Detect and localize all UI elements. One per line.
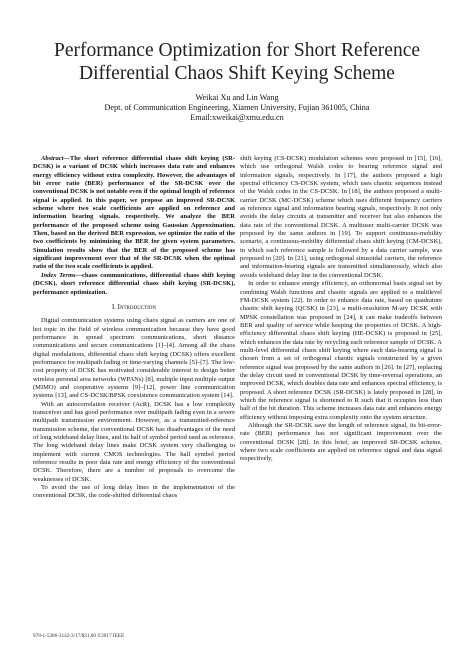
section-heading-introduction: I. Introduction bbox=[111, 303, 157, 311]
abstract bbox=[33, 155, 235, 272]
body-paragraph: To avoid the use of long delay lines in the implementation of the conventional DCSK, the code-shifted differential chaos bbox=[33, 484, 235, 500]
right-column bbox=[240, 155, 442, 464]
body-paragraph: Although the SR-DCSK save the length of reference signal, its bit-error-rate (BER) performance has not significant improvement over the conventional DCSK [28]. In this brief, an improved SR-DCSK scheme, where two scale coefficients are applied on reference signal and data signal respectively, bbox=[240, 422, 442, 463]
index-terms-label: Index Terms bbox=[41, 271, 76, 279]
body-paragraph: In order to enhance energy efficiency, an orthonormal basis signal set by combining Walsh functions and chaotic signals are applied to a multilevel FM-DCSK system [22]. In order to enhance data rate, based on quadrature chaotic shift keying (QCSK) in [23], a multi-resolution M-ary DCSK with MPSK constellation was proposed in [24], it can make tradeoffs between BER and quality of service while keeping the properties of DCSK. A high-efficiency differential chaos shift keying (HE-DCSK) is proposed in [25], which enhances the data rate by recycling each reference sample of DCSK. A multi-level differential chaos shift keying where each data-bearing signal is chosen from a set of orthogonal chaotic signals constructed by a given reference signal was proposed by the same authors in [26]. In [27], replacing the delay circuit used in conventional DCSK by time-reversal operations, an improved DCSK, which doubles data rate and enhances spectral efficiency, is proposed. A short reference DCSK (SR-DCSK) is lately proposed in [28], in which the reference signal is shortened to R such that it occupies less than half of the bit duration. This scheme increases data rate and enhances energy efficiency without imposing extra complexity onto the system structure. bbox=[240, 280, 442, 421]
author-block bbox=[20, 93, 454, 123]
abstract-label: Abstract bbox=[41, 155, 64, 162]
author-email: Email:xweikai@xmu.edu.cn bbox=[190, 113, 284, 122]
abstract-text: —The short reference differential chaos shift keying (SR-DCSK) is a variant of DCSK which increases data rate and enhances energy efficiency without extra complexity. However, the advantages of bit error ratio (BER) performance of the SR-DCSK over the conventional DCSK is not notable even if the optimal length of reference signal is applied. In this paper, we propose an improved SR-DCSK scheme where two scale coefficients are applied on reference and information bearing signals, respectively. We analyze the BER performance of the proposed scheme using Gaussian Approximation. Then, based on the derived BER expression, we optimize the ratio of the two coefficients by minimizing the BER for given system parameters. Simulation results show that the BER of the proposed scheme has significant improvement over that of the SR-DCSK when the optimal ratio of the two scale coefficients is applied. bbox=[33, 155, 235, 271]
body-paragraph: shift keying (CS-DCSK) modulation schemes were proposed in [15], [16], which use orthogonal Walsh codes to bearing reference signal and information signals, respectively. In [17], the authors proposed a high spectral efficiency CS-DCSK system, which uses chaotic sequences instead of the Walsh codes in the CS-DCSK. In [18], the authors proposed a multi-carrier DCSK (MC-DCSK) scheme which uses different frequency carriers as reference signal and information bearing signals, respectively. It not only avoids the delay circuits at transmitter and receiver but also enhances the data rate of the conventional DCSK. A multiuser multi-carrier DCSK was proposed by the same authors in [19]. To support continuous-mobility scenario, a continuous-mobility differential chaos shift keying (CM-DCSK), in which each reference sample is followed by a data carrier sample, was proposed in [20]. In [21], using orthogonal sinusoidal carriers, the reference and information-bearing signals are transmitted simultaneously, which also avoids wideband delay line in the conventional DCSK. bbox=[240, 155, 442, 279]
index-terms-text: —chaos communications, differential chaos shift keying (DCSK), short reference differential chaos shift keying (SR-DCSK), performance optimization. bbox=[33, 271, 235, 296]
author-names: Weikai Xu and Lin Wang bbox=[195, 93, 279, 102]
index-terms bbox=[33, 272, 235, 297]
copyright-footer: 978-1-5386-3142-3/17/$31.00 ©2017 IEEE bbox=[33, 633, 125, 639]
author-affiliation: Dept. of Communication Engineering, Xiamen University, Fujian 361005, China bbox=[104, 103, 370, 112]
left-column bbox=[33, 155, 235, 501]
paper-title: Performance Optimization for Short Reference Differential Chaos Shift Keying Scheme bbox=[53, 40, 421, 84]
body-paragraph: Digital communication systems using chaos signal as carriers are one of hot topic in the field of wireless communication because they have good performance in spread spectrum communications, short distance communications and secure communications [1]–[4]. Among all the chaos digital modulations, differential chaos shift keying (DCSK) offers excellent performance for multipath fading or time-varying channels [5]–[7]. The low-cost property of DCSK has motivated considerable interest to design better wireless personal area networks (WPANs) [8], multiple input multiple output (MIMO) and cooperative systems [9]–[12], power line communication systems [13], and CS-DCSK/BPSK coexistence communication system [14]. bbox=[33, 317, 235, 400]
body-paragraph: With an autocorrelation receiver (AcR), DCSK has a low complexity transceiver and has good performance over multipath fading even in a severe multipath transmission environment. However, as a transmitted-reference transmission scheme, the conventional DCSK has disadvantages of the need of long wideband delay lines, and its half of symbol period used as reference. The long wideband delay lines make DCSK system very challenging to implement with current CMOS technologies. The half symbol period reference results in poor data rate and energy efficiency of the conventional DCSK. Therefore, there are a number of proposals to overcome the weaknesses of DCSK. bbox=[33, 400, 235, 483]
